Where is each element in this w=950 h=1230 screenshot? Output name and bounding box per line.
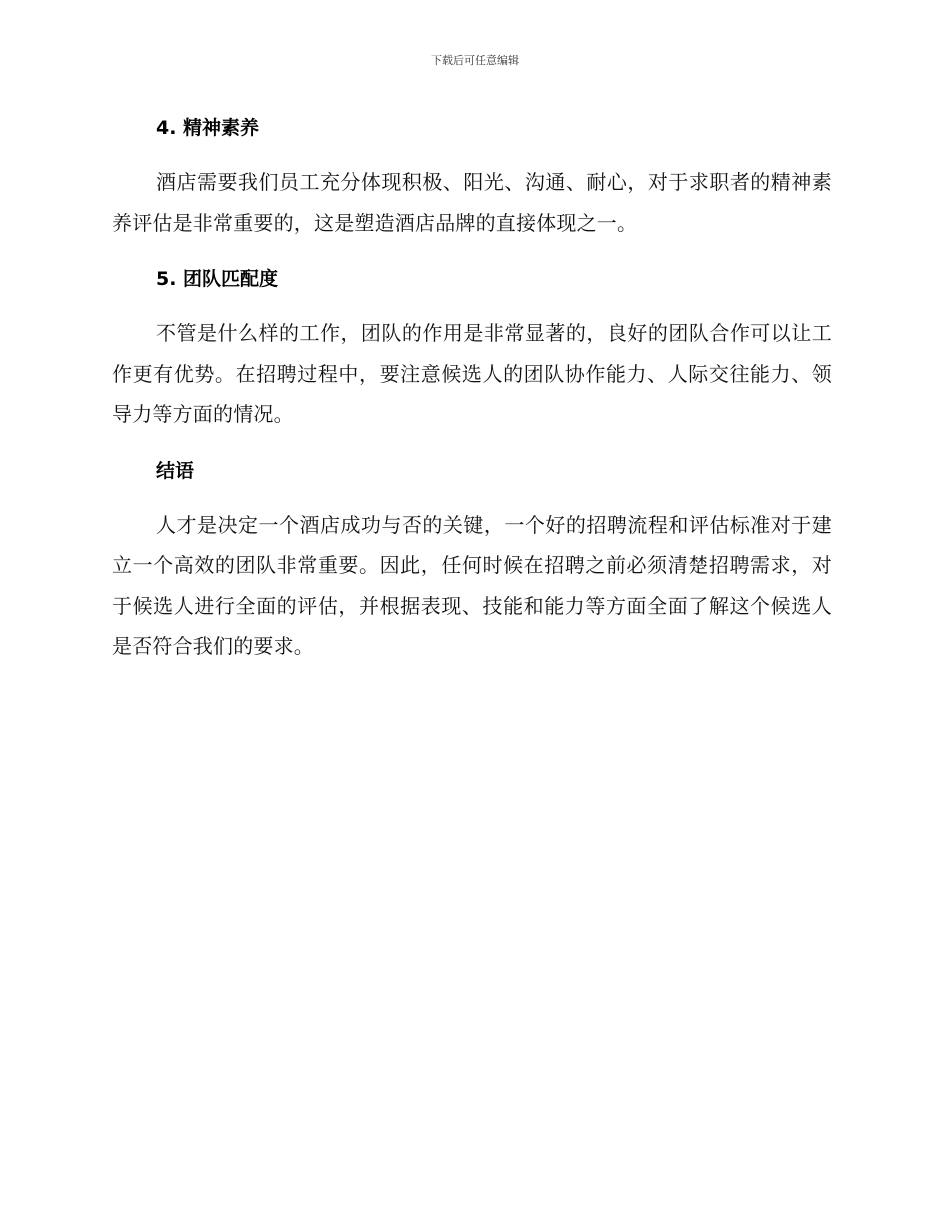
spacer: [112, 146, 832, 162]
document-body: [112, 110, 832, 667]
section-heading-team-fit: 5. 团队匹配度: [156, 268, 279, 290]
section-paragraph-spiritual-quality: 酒店需要我们员工充分体现积极、阳光、沟通、耐心，对于求职者的精神素养评估是非常重要的，这是塑造酒店品牌的直接体现之一。: [112, 170, 832, 235]
spacer: [112, 243, 832, 261]
spacer: [112, 297, 832, 313]
section-heading-spiritual-quality: 4. 精神素养: [156, 117, 260, 139]
spacer: [112, 489, 832, 505]
section-paragraph-team-fit: 不管是什么样的工作，团队的作用是非常显著的，良好的团队合作可以让工作更有优势。在招聘过程中，要注意候选人的团队协作能力、人际交往能力、领导力等方面的情况。: [112, 321, 832, 426]
section-heading-conclusion: 结语: [156, 459, 195, 482]
section-paragraph-conclusion: 人才是决定一个酒店成功与否的关键，一个好的招聘流程和评估标准对于建立一个高效的团队非常重要。因此，任何时候在招聘之前必须清楚招聘需求，对于候选人进行全面的评估，并根据表现、技能和能力等方面全面了解这个候选人是否符合我们的要求。: [112, 512, 832, 658]
page-header-note: 下载后可任意编辑: [431, 54, 519, 67]
spacer: [112, 435, 832, 453]
